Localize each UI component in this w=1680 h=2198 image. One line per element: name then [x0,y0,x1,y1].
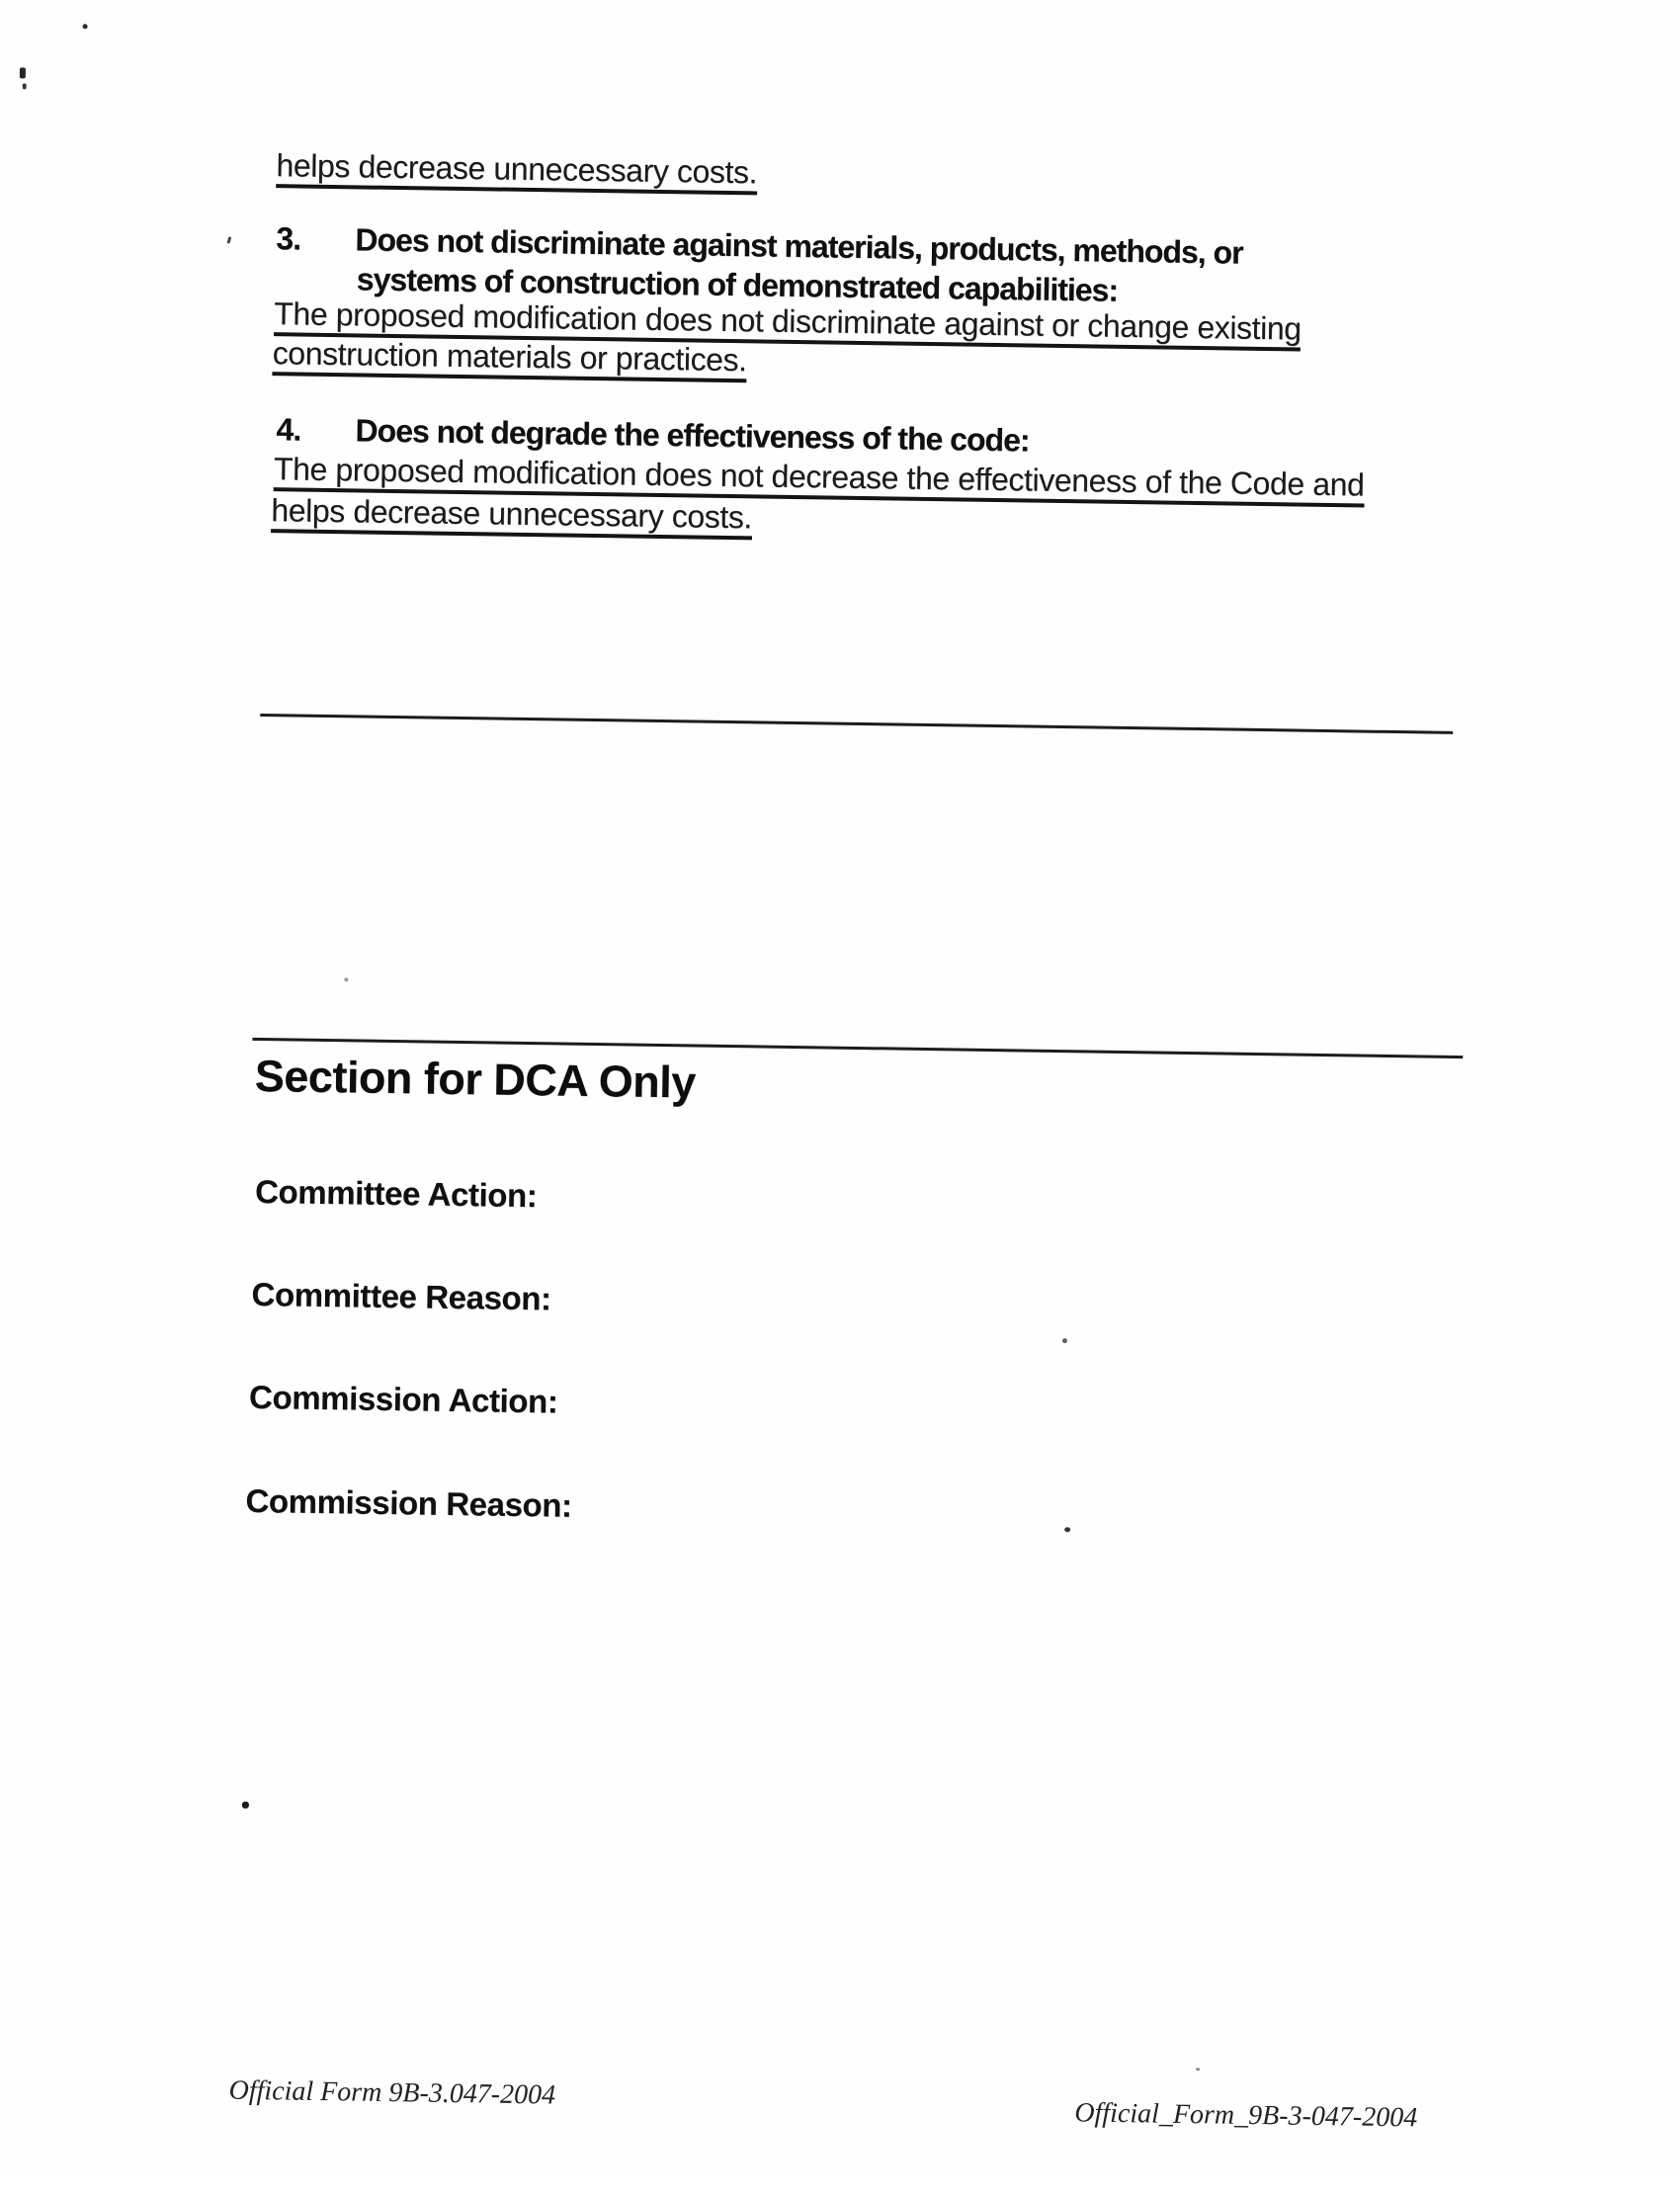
item-3-heading-line-2: systems of construction of demonstrated capabilities: [356,261,1119,308]
item-3-heading-line-1: Does not discriminate against materials, products, methods, or [355,221,1243,271]
item-4-heading-line-1: Does not degrade the effectiveness of the code: [355,412,1030,459]
footer-form-number-right: Official_Form_9B-3-047-2004 [1074,2097,1418,2134]
underlined-text: helps decrease unnecessary costs. [276,147,757,195]
committee-action-label: Committee Action: [254,1172,538,1215]
underlined-text: The proposed modification does not discriminate against or change existing [274,296,1302,351]
scan-artifact [227,236,232,244]
paragraph-continuation-line [276,147,758,191]
commission-action-label: Commission Action: [248,1378,558,1420]
scan-artifact [1062,1338,1067,1343]
scan-artifact [1196,2068,1200,2071]
underlined-text: helps decrease unnecessary costs. [271,492,752,540]
section-divider-rule [260,714,1453,734]
item-3-answer-line-2 [272,335,747,379]
scan-artifact [344,977,348,981]
underlined-text: construction materials or practices. [272,335,747,382]
scan-artifact [83,24,88,29]
commission-reason-label: Commission Reason: [245,1481,572,1524]
scan-artifact [23,83,27,89]
footer-form-number-left: Official Form 9B-3.047-2004 [228,2074,556,2111]
scan-artifact [1064,1527,1070,1532]
item-4-number: 4. [276,411,301,448]
item-4-answer-line-2 [271,492,753,536]
underlined-text: The proposed modification does not decrease the effectiveness of the Code and [274,451,1365,507]
item-3-number: 3. [276,220,301,257]
dca-section-title: Section for DCA Only [254,1050,697,1108]
scan-artifact [242,1802,249,1809]
scan-artifact [20,67,26,78]
item-4-answer-line-1 [273,451,1365,503]
committee-reason-label: Committee Reason: [251,1275,551,1317]
